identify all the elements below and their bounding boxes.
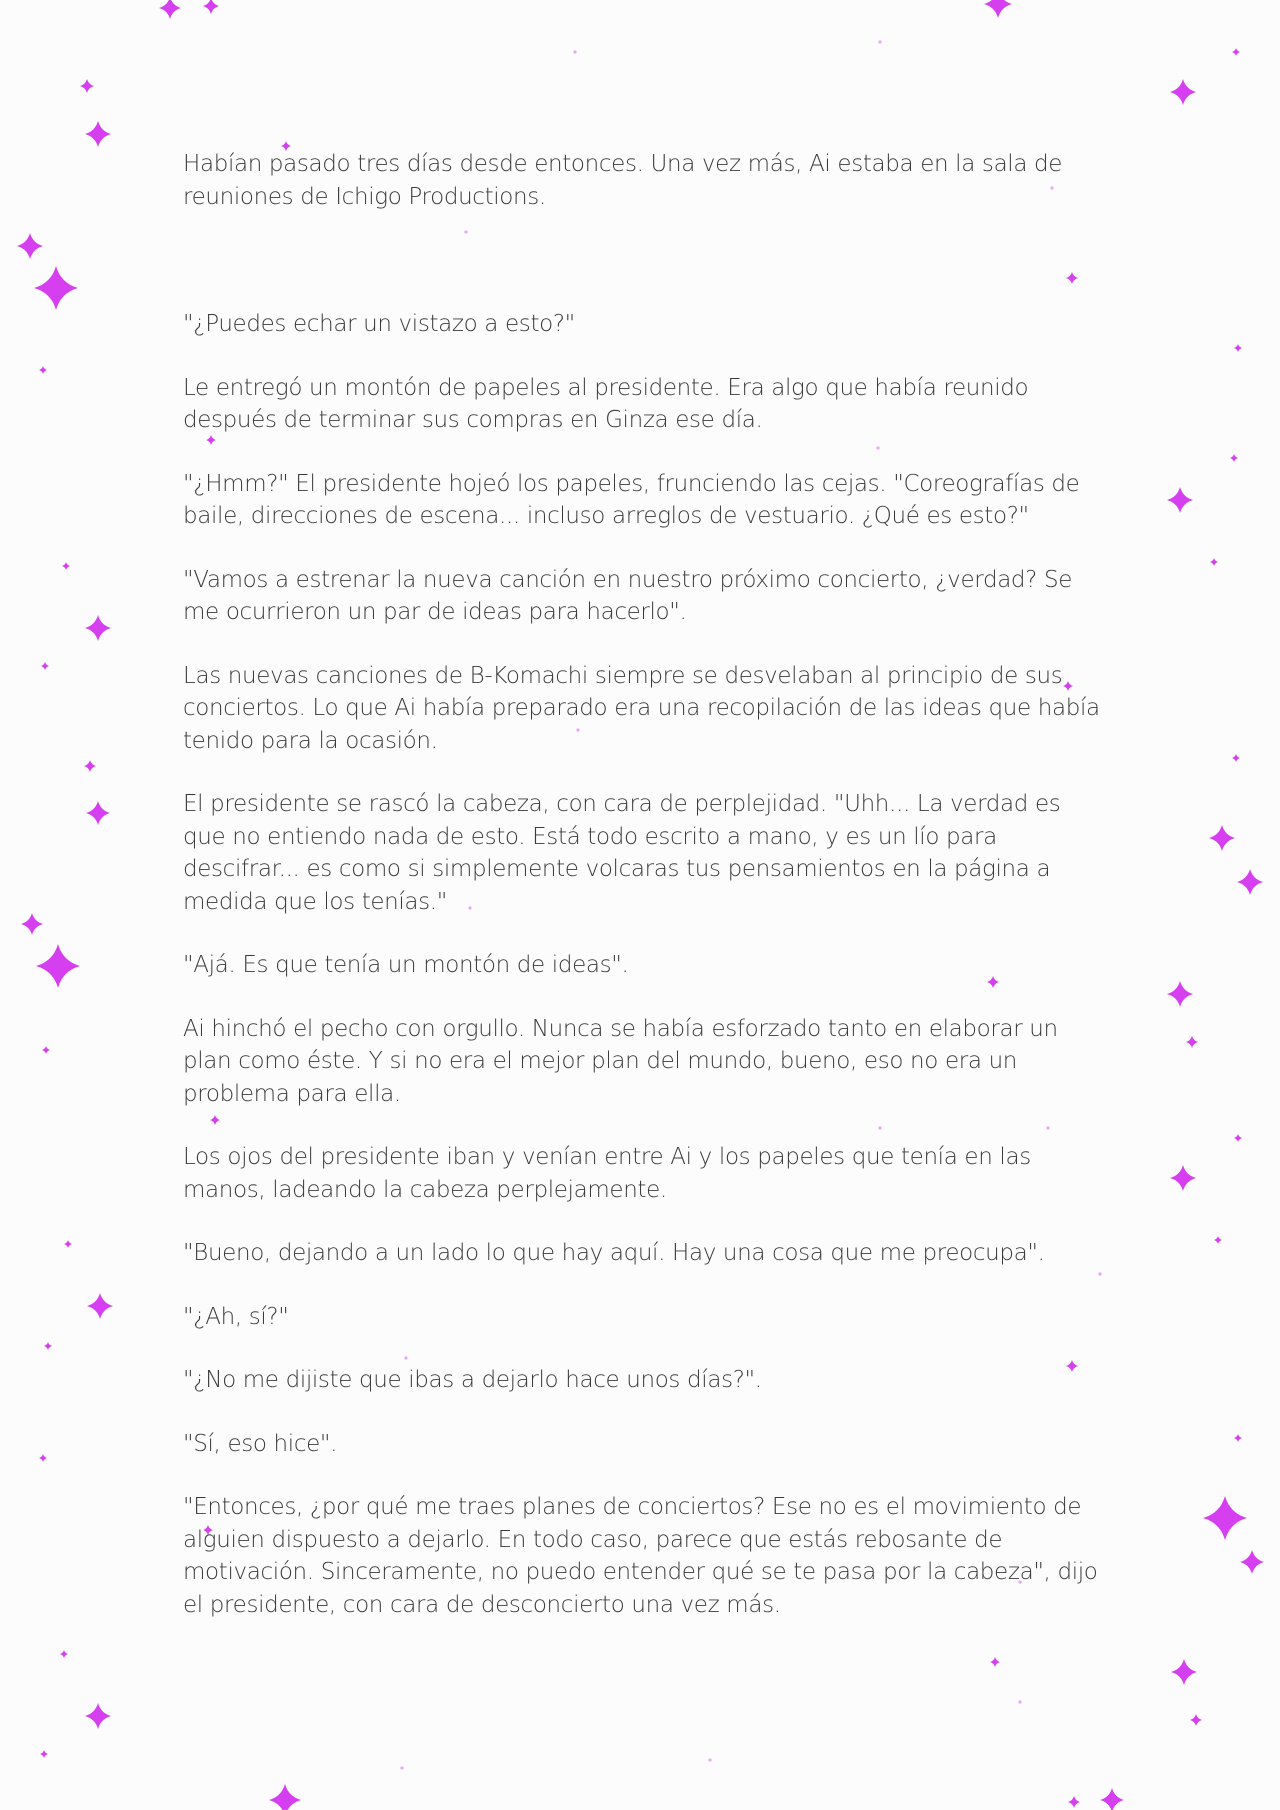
sparkle-icon xyxy=(1167,487,1193,513)
sparkle-icon xyxy=(64,1240,72,1248)
sparkle-icon xyxy=(203,0,219,14)
sparkle-icon xyxy=(159,0,181,19)
sparkle-icon xyxy=(36,944,80,988)
sparkle-dot xyxy=(400,1766,403,1769)
sparkle-icon xyxy=(34,266,78,310)
sparkle-icon xyxy=(17,233,43,259)
sparkle-icon xyxy=(1167,981,1193,1007)
sparkle-icon xyxy=(84,760,96,772)
sparkle-icon xyxy=(269,1784,301,1810)
sparkle-icon xyxy=(1203,1496,1247,1540)
paragraph: Ai hinchó el pecho con orgullo. Nunca se había esforzado tanto en elaborar un plan como éste. Y si no era el mejor plan del mundo, bueno, eso no era un problema para ella. xyxy=(183,1015,1058,1107)
sparkle-icon xyxy=(1186,1036,1198,1048)
paragraph: Los ojos del presidente iban y venían entre Ai y los papeles que tenía en las manos, ladeando la cabeza perplejamente. xyxy=(183,1144,1031,1203)
sparkle-icon xyxy=(39,1454,47,1462)
sparkle-dot xyxy=(1018,1700,1021,1703)
sparkle-icon xyxy=(1237,869,1263,895)
paragraph: Las nuevas canciones de B-Komachi siempre se desvelaban al principio de sus conciertos. Lo que Ai había preparado era una recopilación de las ideas que había tenido para la ocasión. xyxy=(183,662,1100,754)
sparkle-icon xyxy=(1232,48,1240,56)
paragraph: "¿No me dijiste que ibas a dejarlo hace unos días?". xyxy=(183,1367,762,1393)
sparkle-icon xyxy=(1240,1550,1264,1574)
paragraph: Habían pasado tres días desde entonces. Una vez más, Ai estaba en la sala de reuniones de Ichigo Productions. xyxy=(183,151,1063,210)
sparkle-icon xyxy=(40,1750,48,1758)
sparkle-icon xyxy=(39,366,47,374)
sparkle-icon xyxy=(1170,1165,1196,1191)
paragraph: "Sí, eso hice". xyxy=(183,1430,338,1457)
sparkle-icon xyxy=(1234,1134,1242,1142)
sparkle-icon xyxy=(85,615,111,641)
sparkle-dot xyxy=(573,50,576,53)
sparkle-icon xyxy=(86,801,110,825)
paragraph: "¿Puedes echar un vistazo a esto?" xyxy=(183,311,575,337)
sparkle-icon xyxy=(1210,558,1218,566)
document-body xyxy=(183,148,1103,1652)
sparkle-icon xyxy=(60,1650,68,1658)
sparkle-icon xyxy=(1232,754,1240,762)
sparkle-icon xyxy=(80,79,94,93)
sparkle-icon xyxy=(984,0,1012,18)
paragraph: "Vamos a estrenar la nueva canción en nuestro próximo concierto, ¿verdad? Se me ocurrieron un par de ideas para hacerlo". xyxy=(183,566,1073,625)
paragraph: "¿Hmm?" El presidente hojeó los papeles, frunciendo las cejas. "Coreografías de baile, direcciones de escena... incluso arreglos de vestuario. ¿Qué es esto?" xyxy=(183,470,1080,529)
sparkle-icon xyxy=(990,1657,1000,1667)
sparkle-icon xyxy=(1100,1788,1124,1810)
paragraph: "Entonces, ¿por qué me traes planes de conciertos? Ese no es el movimiento de alguien dispuesto a dejarlo. En todo caso, parece que estás rebosante de motivación. Sinceramente, no puedo entender qué se te pasa por la cabeza", dijo el presidente, con cara de desconcierto una vez más. xyxy=(183,1494,1098,1618)
sparkle-icon xyxy=(87,1293,113,1319)
paragraph: El presidente se rascó la cabeza, con cara de perplejidad. "Uhh... La verdad es que no entiendo nada de esto. Está todo escrito a mano, y es un lío para descifrar... es como si simplemente volcaras tus pensamientos en la página a medida que los tenías." xyxy=(183,791,1061,915)
sparkle-icon xyxy=(41,662,49,670)
sparkle-icon xyxy=(62,562,70,570)
sparkle-icon xyxy=(42,1046,50,1054)
sparkle-dot xyxy=(708,1758,711,1761)
paragraph: Le entregó un montón de papeles al presidente. Era algo que había reunido después de terminar sus compras en Ginza ese día. xyxy=(183,374,1029,433)
sparkle-icon xyxy=(1190,1714,1202,1726)
sparkle-icon xyxy=(21,913,43,935)
sparkle-icon xyxy=(85,1703,111,1729)
sparkle-icon xyxy=(1234,344,1242,352)
sparkle-icon xyxy=(1171,1659,1197,1685)
sparkle-icon xyxy=(85,121,111,147)
sparkle-dot xyxy=(878,40,881,43)
paragraph: "Ajá. Es que tenía un montón de ideas". xyxy=(183,952,629,978)
sparkle-icon xyxy=(1234,1434,1242,1442)
sparkle-icon xyxy=(1230,454,1238,462)
sparkle-icon xyxy=(1209,825,1235,851)
sparkle-icon xyxy=(1170,79,1196,105)
sparkle-icon xyxy=(1214,1236,1222,1244)
paragraph: "Bueno, dejando a un lado lo que hay aquí. Hay una cosa que me preocupa". xyxy=(183,1240,1045,1266)
sparkle-icon xyxy=(44,1342,52,1350)
sparkle-icon xyxy=(1068,1796,1080,1808)
paragraph: "¿Ah, sí?" xyxy=(183,1303,289,1330)
